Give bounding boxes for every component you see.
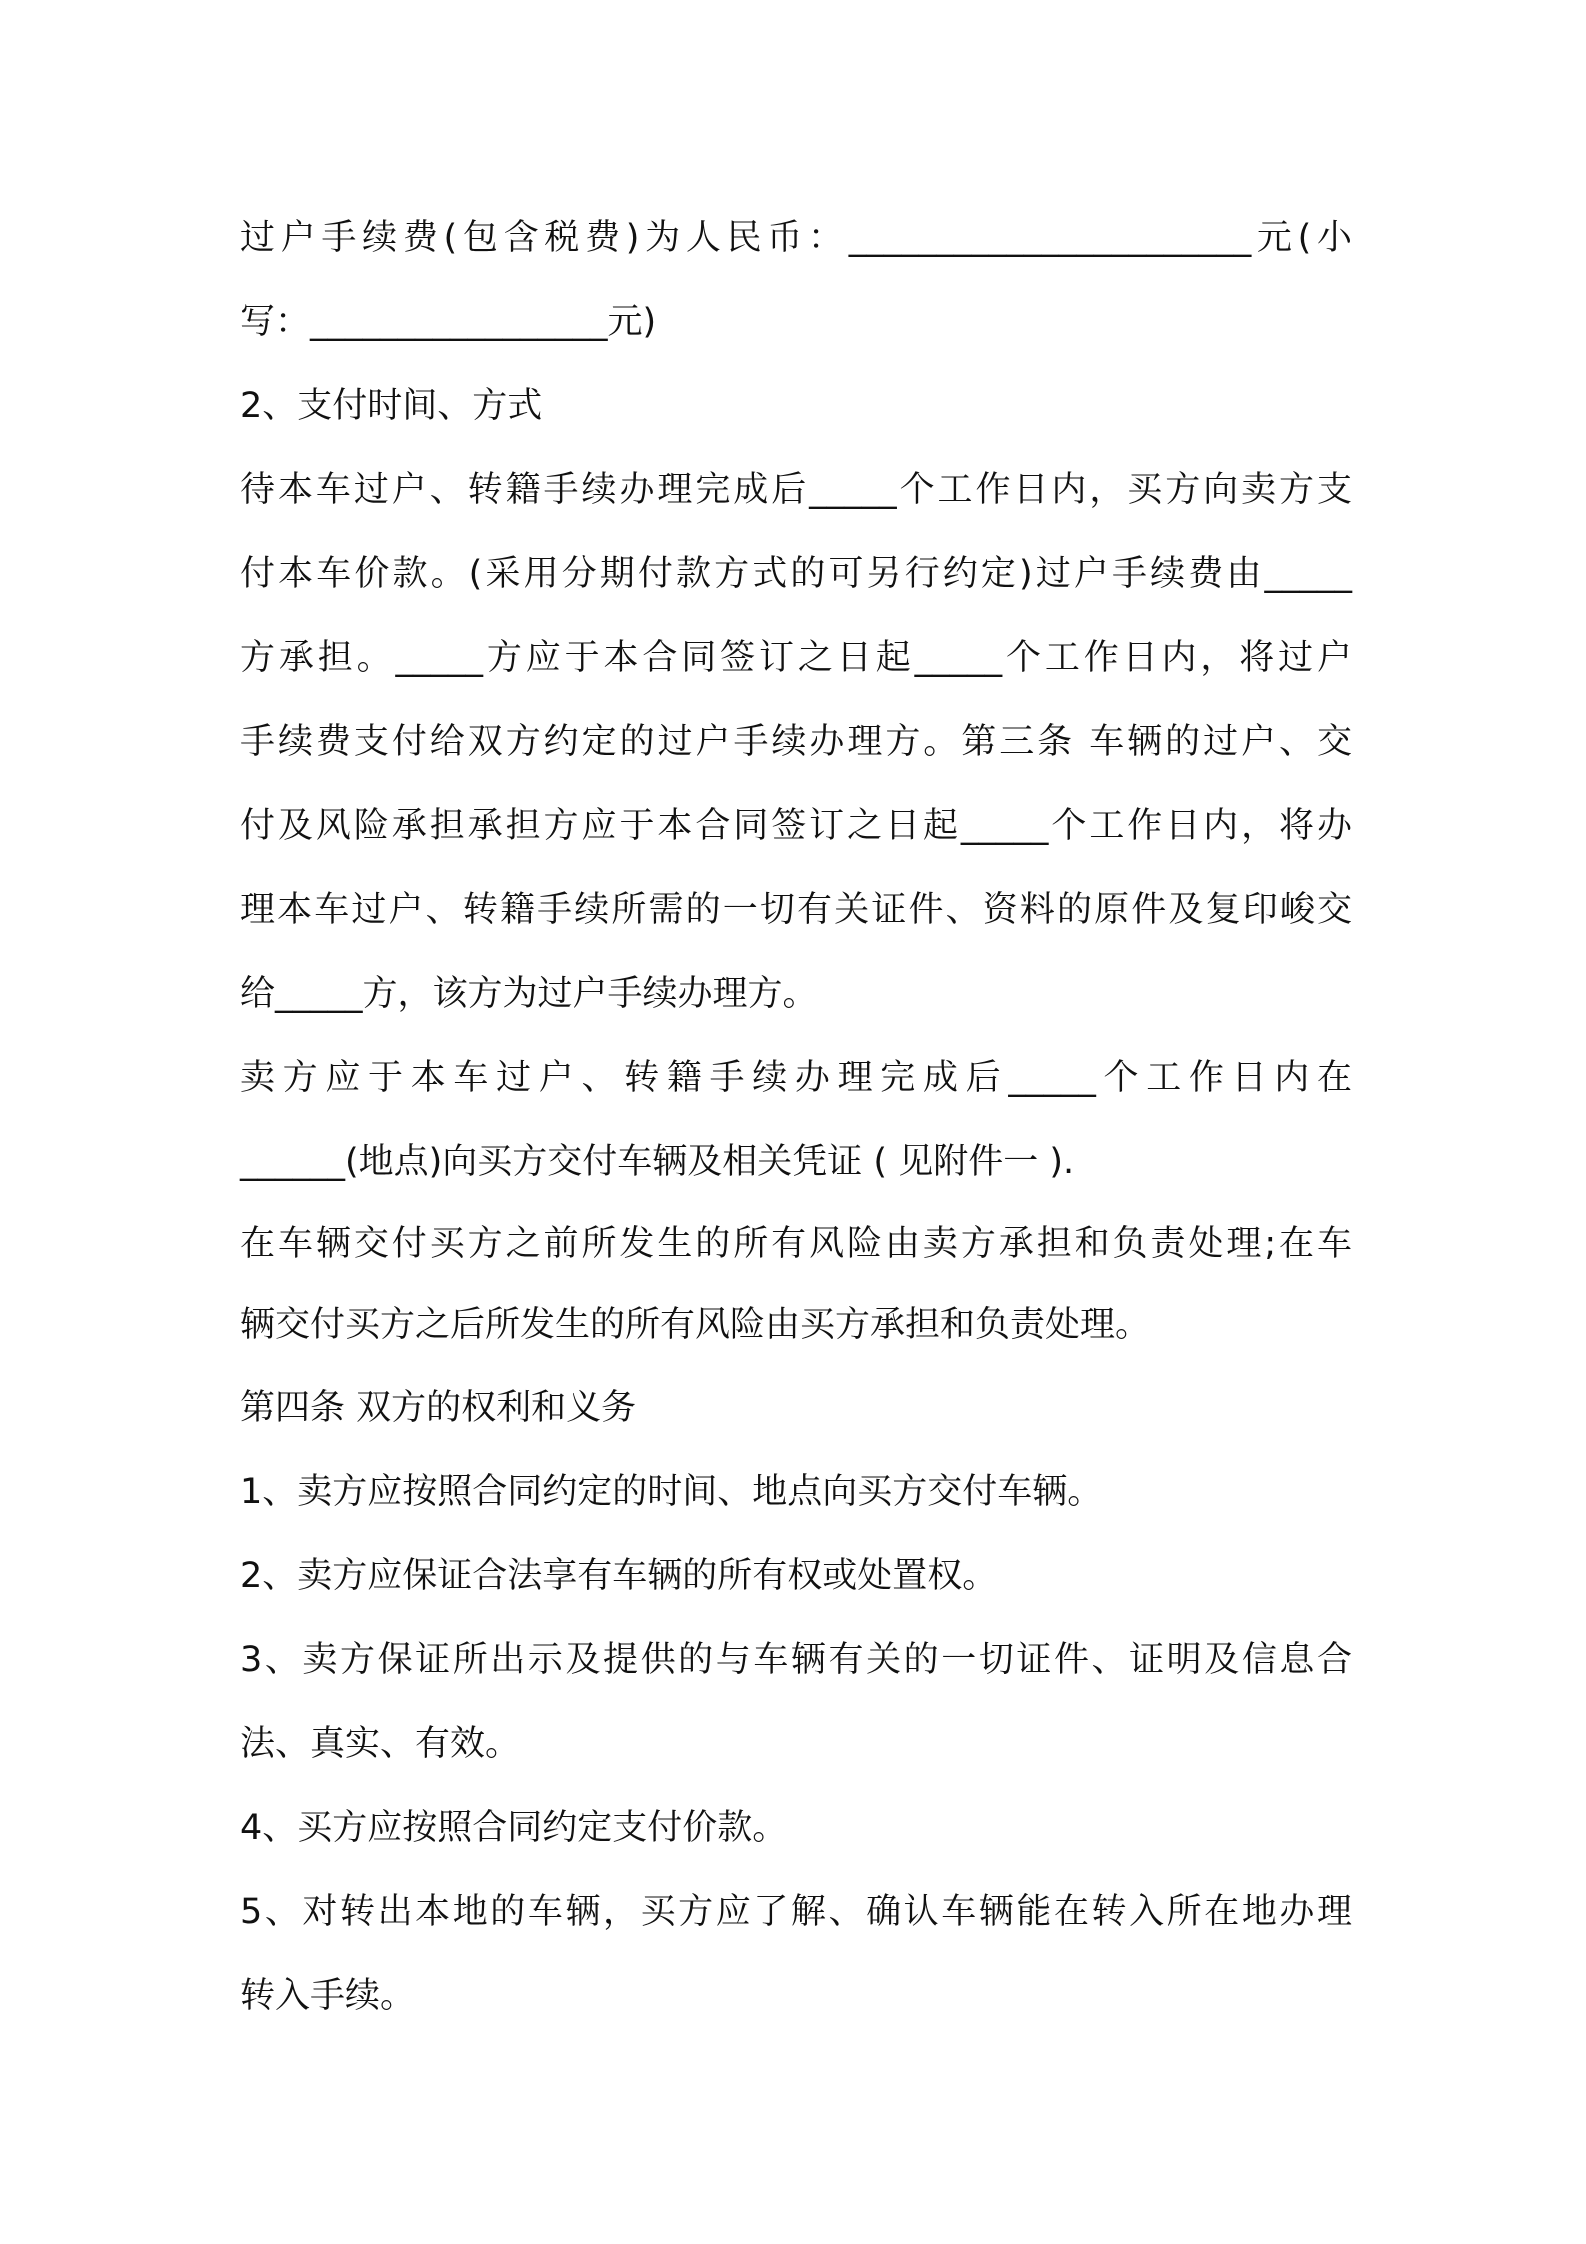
payment-time-heading: 2、支付时间、方式 bbox=[240, 386, 543, 426]
article-three-line: 付及风险承担承担方应于本合同签订之日起_____个工作日内，将办 bbox=[240, 806, 1352, 846]
payment-paragraph-line: 方承担。_____方应于本合同签订之日起_____个工作日内，将过户 bbox=[240, 638, 1352, 678]
article-three-line: 给_____方，该方为过户手续办理方。 bbox=[240, 974, 818, 1014]
obligation-item-3: 3、卖方保证所出示及提供的与车辆有关的一切证件、证明及信息合 bbox=[240, 1640, 1352, 1680]
obligation-item-4: 4、买方应按照合同约定支付价款。 bbox=[240, 1808, 788, 1848]
obligation-item-3-continued: 法、真实、有效。 bbox=[240, 1724, 521, 1764]
payment-paragraph-line: 付本车价款。(采用分期付款方式的可另行约定)过户手续费由_____ bbox=[240, 554, 1352, 594]
payment-paragraph-line: 待本车过户、转籍手续办理完成后_____个工作日内，买方向卖方支 bbox=[240, 470, 1352, 510]
article-three-line: 理本车过户、转籍手续所需的一切有关证件、资料的原件及复印峻交 bbox=[240, 890, 1352, 930]
obligation-item-1: 1、卖方应按照合同约定的时间、地点向买方交付车辆。 bbox=[240, 1472, 1103, 1512]
risk-paragraph-line: 辆交付买方之后所发生的所有风险由买方承担和负责处理。 bbox=[240, 1305, 1151, 1345]
article-four-heading: 第四条 双方的权利和义务 bbox=[240, 1388, 637, 1428]
document-body bbox=[240, 196, 1352, 2038]
payment-paragraph-line: 手续费支付给双方约定的过户手续办理方。第三条 车辆的过户、交 bbox=[240, 722, 1352, 762]
transfer-fee-lowercase-line: 写：_________________元) bbox=[240, 302, 657, 342]
risk-paragraph-line: 在车辆交付买方之前所发生的所有风险由卖方承担和负责处理;在车 bbox=[240, 1224, 1352, 1264]
obligation-item-2: 2、卖方应保证合法享有车辆的所有权或处置权。 bbox=[240, 1556, 998, 1596]
obligation-item-5: 5、对转出本地的车辆，买方应了解、确认车辆能在转入所在地办理 bbox=[240, 1892, 1352, 1932]
obligation-item-5-continued: 转入手续。 bbox=[240, 1976, 416, 2016]
delivery-paragraph-line: 卖方应于本车过户、转籍手续办理完成后_____个工作日内在 bbox=[240, 1058, 1352, 1098]
transfer-fee-line: 过户手续费(包含税费)为人民币：_______________________元(小 bbox=[240, 218, 1352, 258]
delivery-paragraph-line: ______(地点)向买方交付车辆及相关凭证 ( 见附件一 ). bbox=[240, 1142, 1075, 1182]
